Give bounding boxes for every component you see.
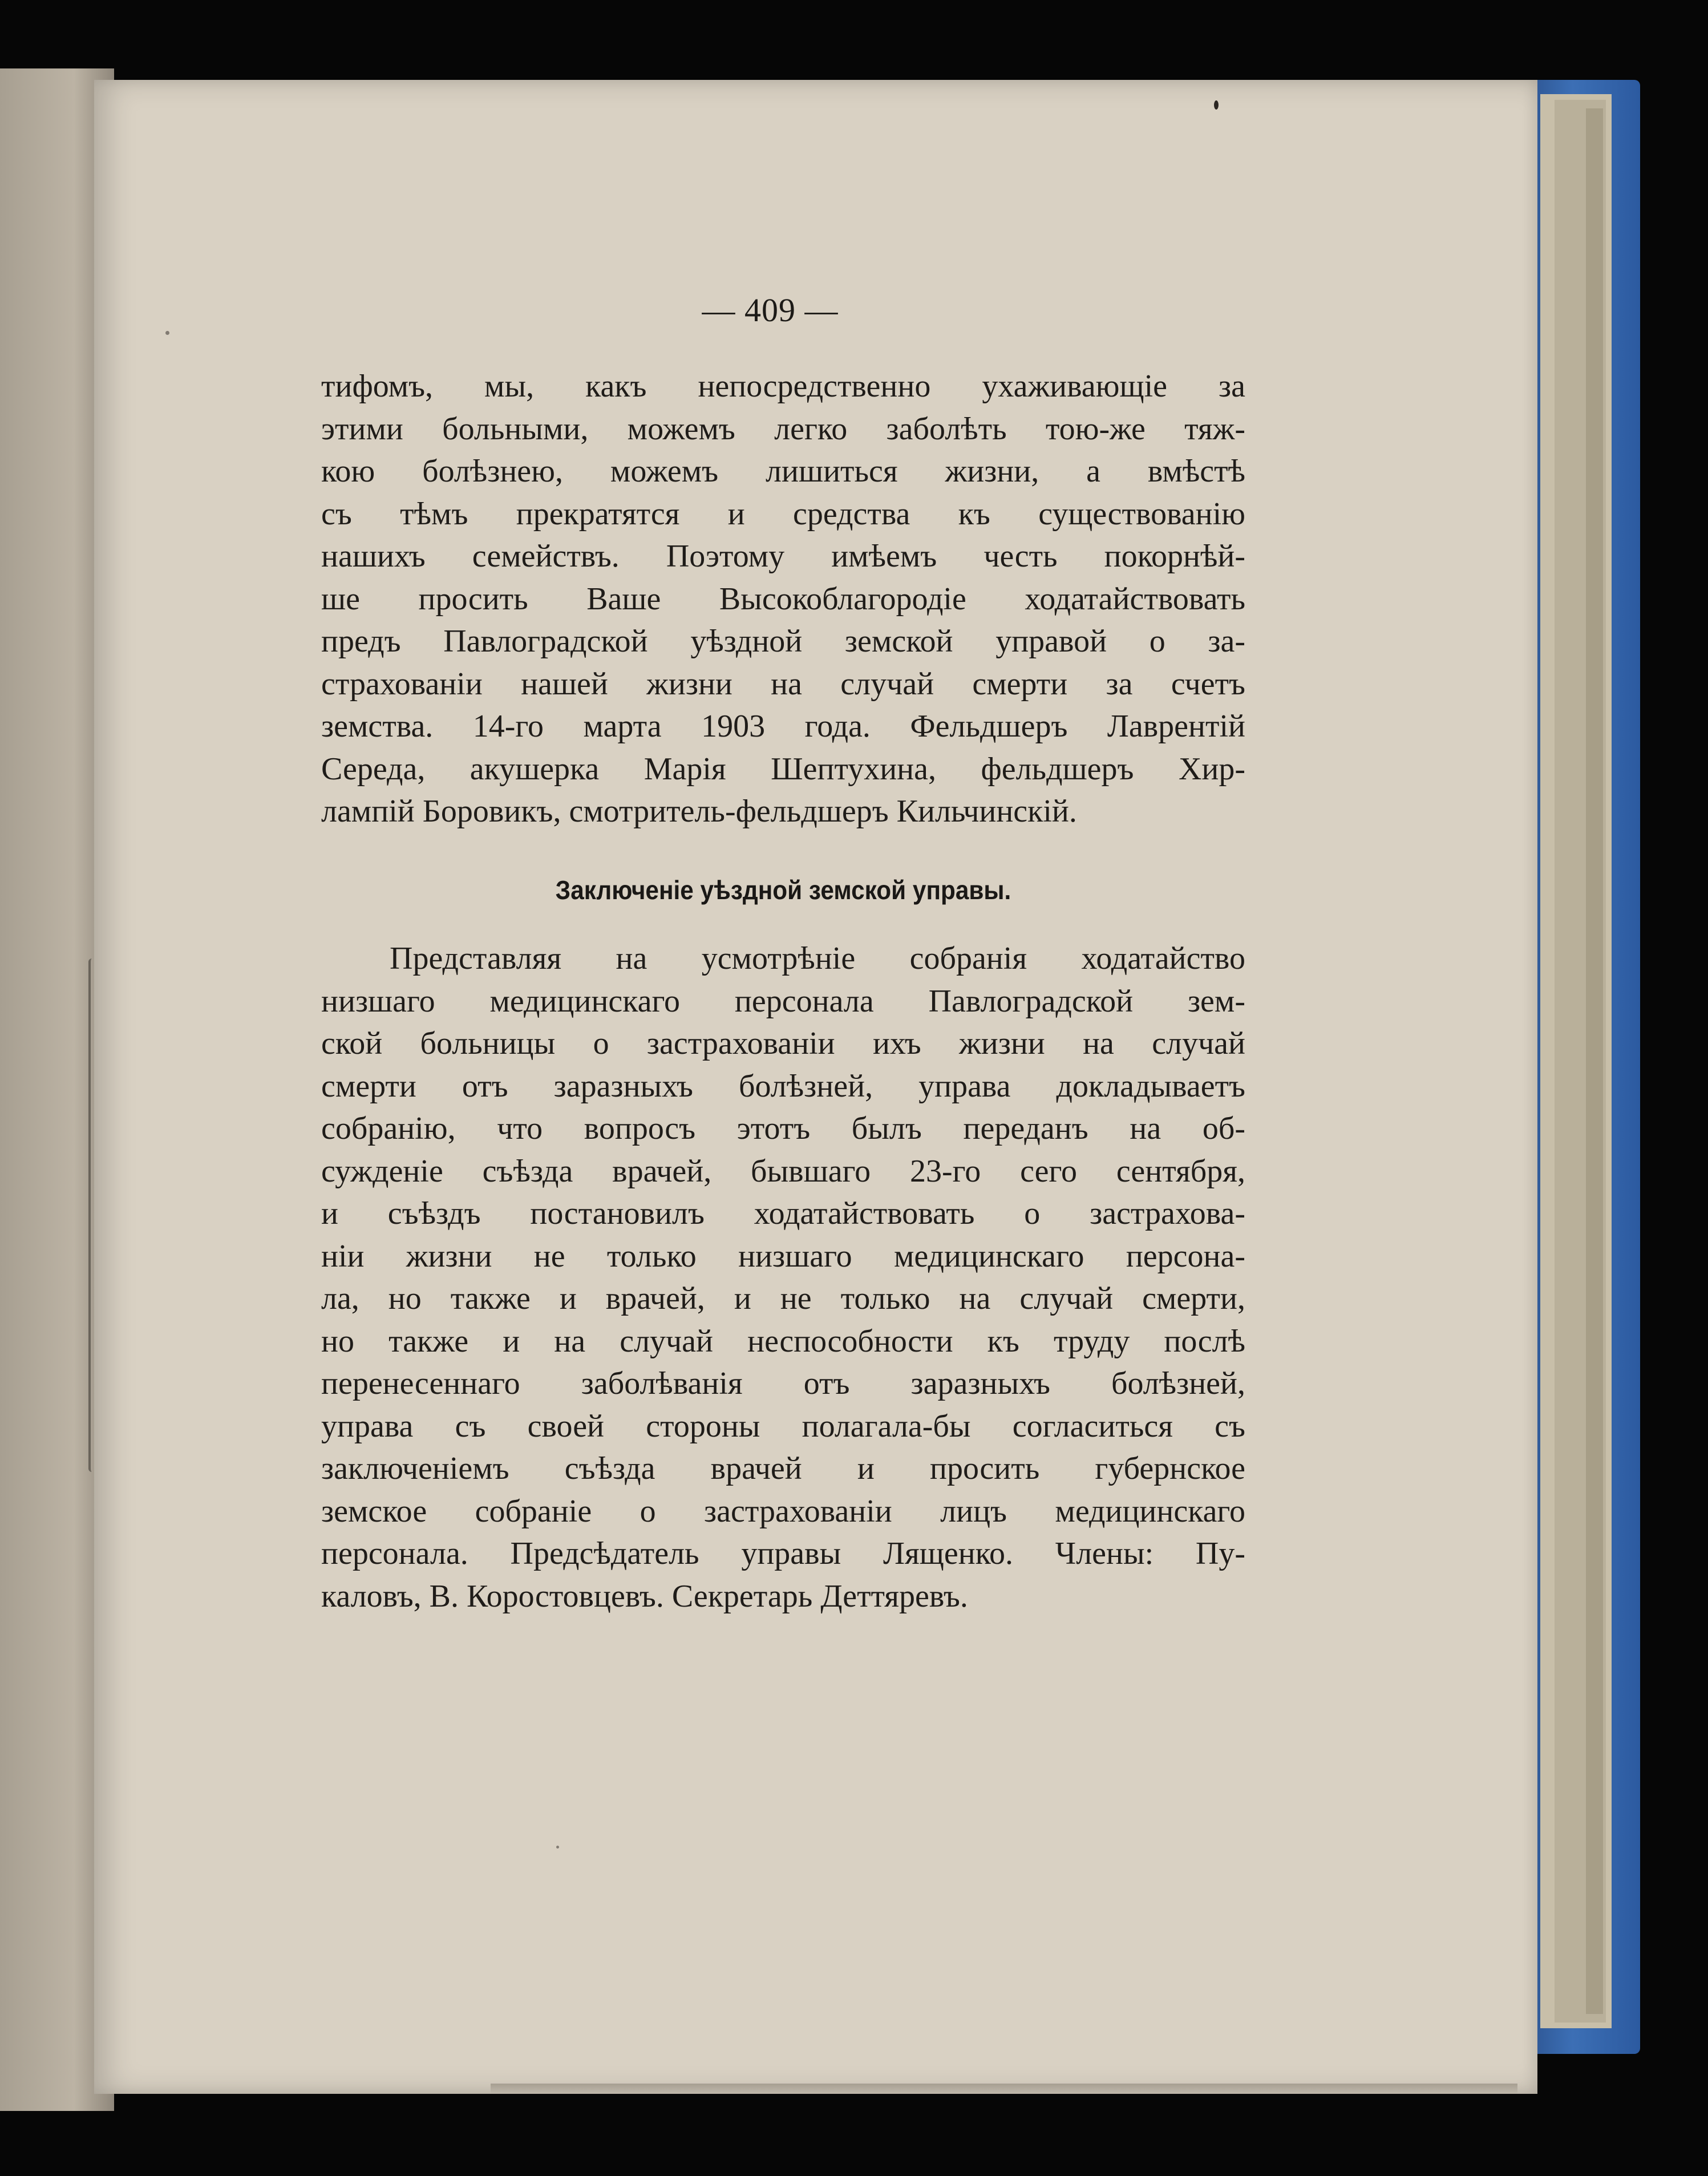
text-line: нашихъ семействъ. Поэтому имѣемъ честь покорнѣй- [321,539,1245,574]
text-line: собранію, что вопросъ этотъ былъ переданъ на об- [321,1111,1245,1146]
text-line: каловъ, В. Коростовцевъ. Секретарь Деттяревъ. [321,1578,968,1614]
paragraph-petition [321,365,1245,833]
paper-speck [165,331,169,335]
text-line: перенесеннаго заболѣванія отъ заразныхъ болѣзней, [321,1366,1245,1401]
text-line: лампій Боровикъ, смотритель-фельдшеръ Кильчинскій. [321,794,1077,829]
text-line: Представляя на усмотрѣніе собранія ходатайство [390,941,1245,976]
text-line: Середа, акушерка Марія Шептухина, фельдшеръ Хир- [321,751,1245,787]
section-heading: Заключеніе уѣздной земской управы. [555,875,1011,905]
page-shadow [491,2084,1517,2094]
text-line: кою болѣзнею, можемъ лишиться жизни, а вмѣстѣ [321,454,1245,489]
text-line: сужденіе съѣзда врачей, бывшаго 23-го сего сентября, [321,1153,1245,1189]
paper-speck [1214,100,1219,110]
text-line: ла, но также и врачей, и не только на случай смерти, [321,1281,1245,1316]
page-stack-edge [1586,108,1603,2014]
text-line: ше просить Ваше Высокоблагородіе ходатайствовать [321,581,1245,617]
page-number: — 409 — [702,292,839,329]
text-line: тифомъ, мы, какъ непосредственно ухаживающіе за [321,369,1245,404]
paragraph-conclusion [321,937,1245,1617]
text-line: персонала. Предсѣдатель управы Лященко. Члены: Пу- [321,1536,1245,1571]
text-line: страхованіи нашей жизни на случай смерти за счетъ [321,666,1245,702]
text-line: ніи жизни не только низшаго медицинскаго персона- [321,1238,1245,1274]
text-line: но также и на случай неспособности къ труду послѣ [321,1323,1245,1359]
text-line: заключеніемъ съѣзда врачей и просить губернское [321,1451,1245,1486]
text-line: земства. 14-го марта 1903 года. Фельдшеръ Лаврентій [321,709,1245,744]
text-line: съ тѣмъ прекратятся и средства къ существованію [321,496,1245,532]
text-line: ской больницы о застрахованіи ихъ жизни на случай [321,1026,1245,1061]
text-line: этими больными, можемъ легко заболѣть тою-же тяж- [321,411,1245,447]
paper-speck [556,1846,559,1849]
text-line: земское собраніе о застрахованіи лицъ медицинскаго [321,1493,1245,1529]
text-line: предъ Павлоградской уѣздной земской управой о за- [321,624,1245,659]
text-line: и съѣздъ постановилъ ходатайствовать о застрахова- [321,1196,1245,1231]
text-line: смерти отъ заразныхъ болѣзней, управа докладываетъ [321,1068,1245,1104]
text-line: низшаго медицинскаго персонала Павлоградской зем- [321,983,1245,1019]
text-line: управа съ своей стороны полагала-бы согласиться съ [321,1408,1245,1444]
